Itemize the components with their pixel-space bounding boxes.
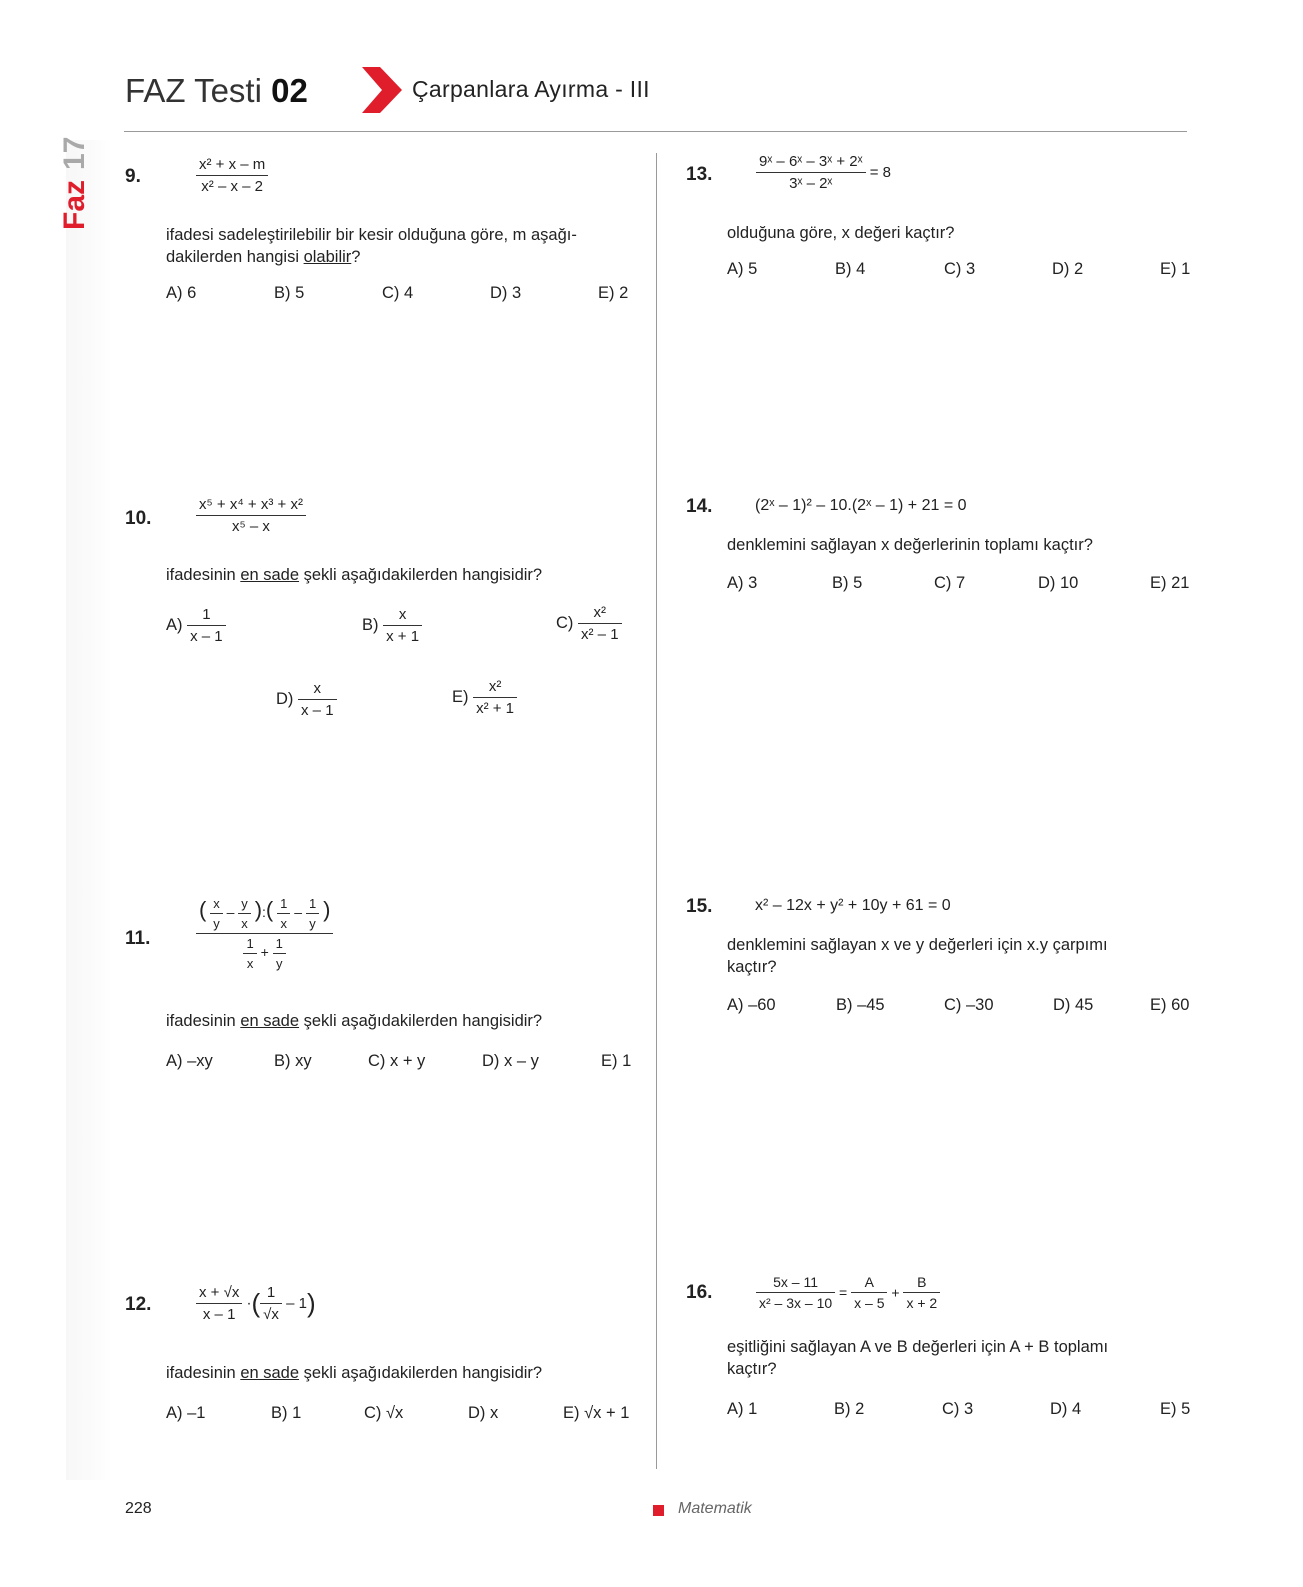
test-title: FAZ Testi 02 (125, 72, 308, 109)
q14-option-a[interactable]: A) 3 (727, 574, 758, 592)
q12-expression: $\frac{x + √x}{x - 1}$ ·( $\frac{1}{√x}$ – 1) (196, 1284, 316, 1323)
q16-stem: eşitliğini sağlayan A ve B değerleri için A + B toplamı kaçtır? (727, 1338, 1109, 1378)
q16-option-a[interactable]: A) 1 (727, 1400, 758, 1418)
q9-option-a[interactable]: A) 6 (166, 284, 197, 302)
q11-option-e[interactable]: E) 1 (601, 1052, 632, 1070)
q9-option-b[interactable]: B) 5 (274, 284, 305, 302)
q12-option-b[interactable]: B) 1 (271, 1404, 302, 1422)
q11-option-d[interactable]: D) x – y (482, 1052, 539, 1070)
q12-option-d[interactable]: D) x (468, 1404, 499, 1422)
side-brand: Faz (58, 179, 91, 230)
question-number-10: 10. (125, 508, 152, 529)
q14-option-b[interactable]: B) 5 (832, 574, 863, 592)
q12-option-e[interactable]: E) √x + 1 (563, 1404, 630, 1422)
q10-stem: ifadesinin en sade şekli aşağıdakilerden hangisidir? (166, 566, 543, 584)
q15-option-b[interactable]: B) –45 (836, 996, 885, 1014)
q9-option-d[interactable]: D) 3 (490, 284, 522, 302)
q16-option-c[interactable]: C) 3 (942, 1400, 974, 1418)
q13-option-c[interactable]: C) 3 (944, 260, 976, 278)
q13-option-b[interactable]: B) 4 (835, 260, 866, 278)
side-number: 17 (58, 136, 91, 170)
q14-equation: (2ˣ – 1)² – 10.(2ˣ – 1) + 21 = 0 (755, 497, 967, 514)
q15-stem: denklemini sağlayan x ve y değerleri için x.y çarpımı kaçtır? (727, 936, 1108, 976)
q10-option-e[interactable]: E) $\frac{\text{x²}}{\text{x² + 1}}$ (452, 678, 517, 717)
q16-option-e[interactable]: E) 5 (1160, 1400, 1191, 1418)
question-number-15: 15. (686, 896, 713, 917)
q16-expression: $\frac{5x - 11}{\text{x² – 3x – 10}}$ = $\frac{A}{x - 5}$ + $\frac{B}{x + 2}$ (756, 1274, 940, 1311)
q9-stem: ifadesi sadeleştirilebilir bir kesir olduğuna göre, m aşağı- dakilerden hangisi olabilir? (166, 226, 577, 266)
side-tab (58, 137, 92, 230)
q13-option-a[interactable]: A) 5 (727, 260, 758, 278)
footer-subject: Matematik (678, 1500, 752, 1517)
chevron-right-icon (362, 67, 402, 113)
q15-option-d[interactable]: D) 45 (1053, 996, 1094, 1014)
q14-stem: denklemini sağlayan x değerlerinin toplamı kaçtır? (727, 536, 1093, 554)
q14-option-d[interactable]: D) 10 (1038, 574, 1079, 592)
q16-option-d[interactable]: D) 4 (1050, 1400, 1082, 1418)
column-divider (656, 153, 657, 1469)
question-number-14: 14. (686, 496, 713, 517)
q15-option-e[interactable]: E) 60 (1150, 996, 1190, 1014)
q15-equation: x² – 12x + y² + 10y + 61 = 0 (755, 897, 951, 914)
q13-stem: olduğuna göre, x değeri kaçtır? (727, 224, 955, 242)
q12-stem: ifadesinin en sade şekli aşağıdakilerden hangisidir? (166, 1364, 543, 1382)
q12-option-c[interactable]: C) √x (364, 1404, 404, 1422)
q14-option-c[interactable]: C) 7 (934, 574, 966, 592)
question-number-16: 16. (686, 1282, 713, 1303)
q16-option-b[interactable]: B) 2 (834, 1400, 865, 1418)
q11-option-c[interactable]: C) x + y (368, 1052, 426, 1070)
question-number-9: 9. (125, 166, 141, 187)
q10-option-c[interactable]: C) $\frac{\text{x²}}{\text{x² – 1}}$ (556, 604, 622, 643)
footer-square-icon (653, 1505, 664, 1516)
q15-option-a[interactable]: A) –60 (727, 996, 776, 1014)
question-number-12: 12. (125, 1294, 152, 1315)
q13-expression: $\frac{\text{9ˣ – 6ˣ – 3ˣ + 2ˣ}}{\text{3ˣ – 2ˣ}}$ = 8 (756, 153, 891, 192)
question-number-11: 11. (125, 928, 151, 949)
q11-option-a[interactable]: A) –xy (166, 1052, 213, 1070)
header-divider (124, 131, 1187, 132)
q9-expression: $\frac{\text{x² + x – m}}{\text{x² – x – 2}}$ (196, 156, 268, 195)
q10-option-b[interactable]: B) $\frac{x}{x + 1}$ (362, 606, 422, 645)
side-strip (66, 140, 112, 1480)
q12-option-a[interactable]: A) –1 (166, 1404, 206, 1422)
q15-option-c[interactable]: C) –30 (944, 996, 994, 1014)
page-number: 228 (125, 1500, 152, 1517)
q10-option-a[interactable]: A) $\frac{1}{x - 1}$ (166, 606, 226, 645)
q11-stem: ifadesinin en sade şekli aşağıdakilerden hangisidir? (166, 1012, 543, 1030)
q11-option-b[interactable]: B) xy (274, 1052, 312, 1070)
q10-option-d[interactable]: D) $\frac{x}{x - 1}$ (276, 680, 337, 719)
q10-expression: $\frac{\text{x⁵ + x⁴ + x³ + x²}}{\text{x⁵ – x}}$ (196, 496, 306, 535)
q11-expression: ( $\frac{x}{y}$ – $\frac{y}{x}$ ):( $\frac{1}{x}$ – $\frac{1}{y}$ ) $\frac{1}{x}$ + $\frac{1}{y}$ (196, 896, 333, 971)
q14-option-e[interactable]: E) 21 (1150, 574, 1190, 592)
q13-option-e[interactable]: E) 1 (1160, 260, 1191, 278)
q13-option-d[interactable]: D) 2 (1052, 260, 1084, 278)
question-number-13: 13. (686, 164, 713, 185)
section-subtitle: Çarpanlara Ayırma - III (412, 76, 650, 102)
q9-option-e[interactable]: E) 2 (598, 284, 629, 302)
q9-option-c[interactable]: C) 4 (382, 284, 414, 302)
